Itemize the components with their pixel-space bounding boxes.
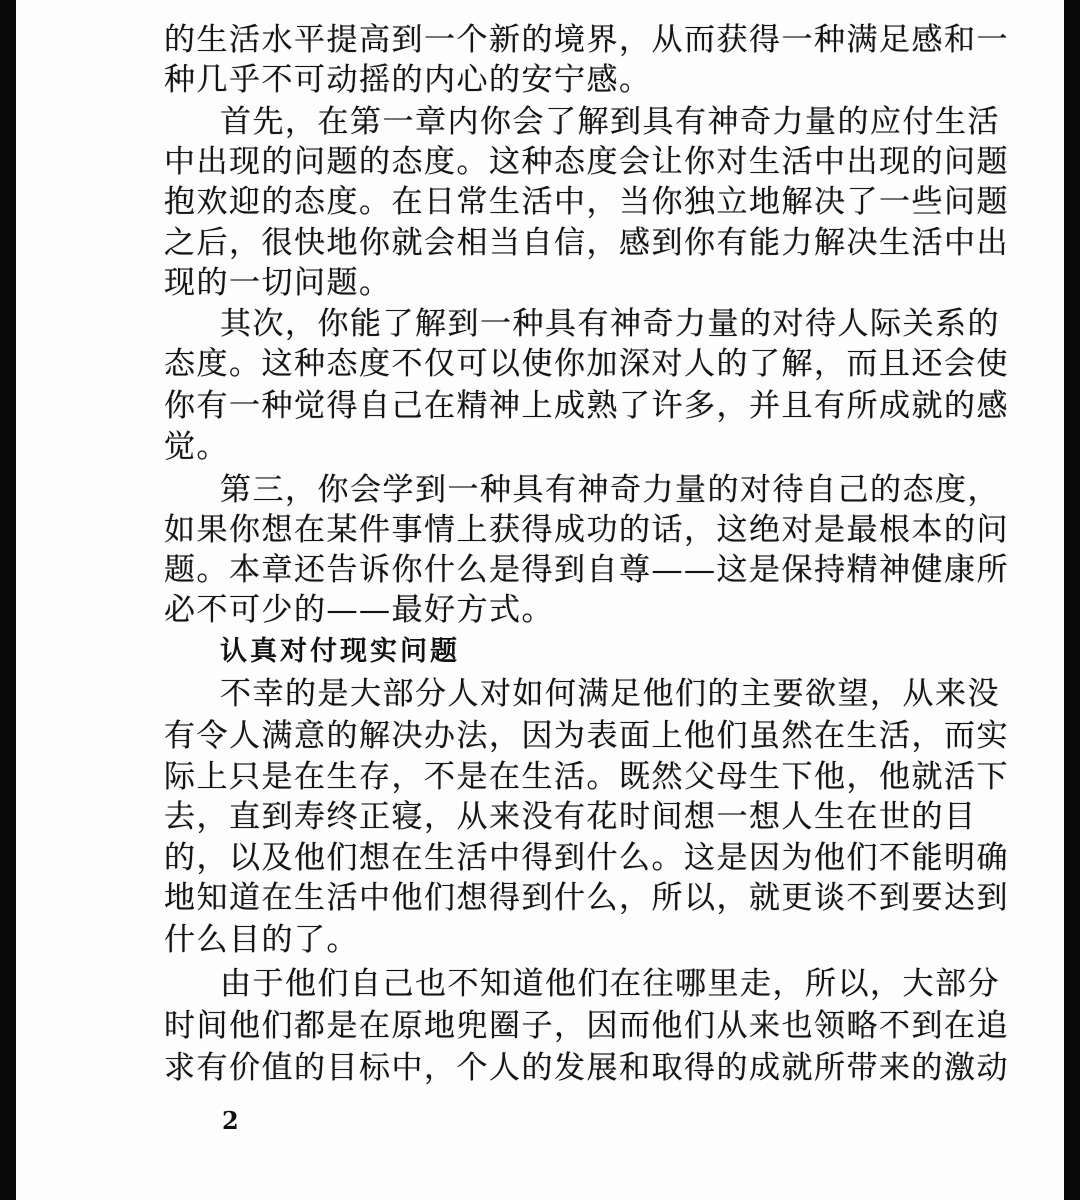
text-line: 由于他们自己也不知道他们在往哪里走，所以，大部分 [220,966,1000,1002]
text-line: 之后，很快地你就会相当自信，感到你有能力解决生活中出 [164,225,1009,261]
document-page [16,0,1064,1200]
text-line: 种几乎不可动摇的内心的安宁感。 [164,62,652,98]
text-line: 有令人满意的解决办法，因为表面上他们虽然在生活，而实 [164,718,1009,754]
text-line: 现的一切问题。 [164,265,392,301]
text-line: 什么目的了。 [164,922,359,958]
text-line: 的，以及他们想在生活中得到什么。这是因为他们不能明确 [164,840,1009,876]
text-line: 抱欢迎的态度。在日常生活中，当你独立地解决了一些问题 [164,184,1009,220]
text-line: 求有价值的目标中，个人的发展和取得的成就所带来的激动 [164,1050,1009,1086]
text-line: 去，直到寿终正寝，从来没有花时间想一想人生在世的目 [164,799,977,835]
text-line: 第三，你会学到一种具有神奇力量的对待自己的态度， [220,472,1000,508]
text-line: 如果你想在某件事情上获得成功的话，这绝对是最根本的问 [164,512,1009,548]
text-line: 首先，在第一章内你会了解到具有神奇力量的应付生活 [220,104,1000,140]
page-number: 2 [222,1106,239,1135]
text-line: 必不可少的——最好方式。 [164,592,554,628]
text-line: 地知道在生活中他们想得到什么，所以，就更谈不到要达到 [164,880,1009,916]
text-line: 觉。 [164,429,229,465]
text-line: 题。本章还告诉你什么是得到自尊——这是保持精神健康所 [164,552,1009,588]
text-line: 中出现的问题的态度。这种态度会让你对生活中出现的问题 [164,144,1009,180]
text-line: 态度。这种态度不仅可以使你加深对人的了解，而且还会使 [164,346,1009,382]
text-line: 际上只是在生存，不是在生活。既然父母生下他，他就活下 [164,759,1009,795]
text-line: 的生活水平提高到一个新的境界，从而获得一种满足感和一 [164,22,1009,58]
section-heading: 认真对付现实问题 [220,636,460,667]
text-line: 你有一种觉得自己在精神上成熟了许多，并且有所成就的感 [164,388,1009,424]
text-line: 其次，你能了解到一种具有神奇力量的对待人际关系的 [220,306,1000,342]
text-line: 时间他们都是在原地兜圈子，因而他们从来也领略不到在追 [164,1008,1009,1044]
text-line: 不幸的是大部分人对如何满足他们的主要欲望，从来没 [220,676,1000,712]
